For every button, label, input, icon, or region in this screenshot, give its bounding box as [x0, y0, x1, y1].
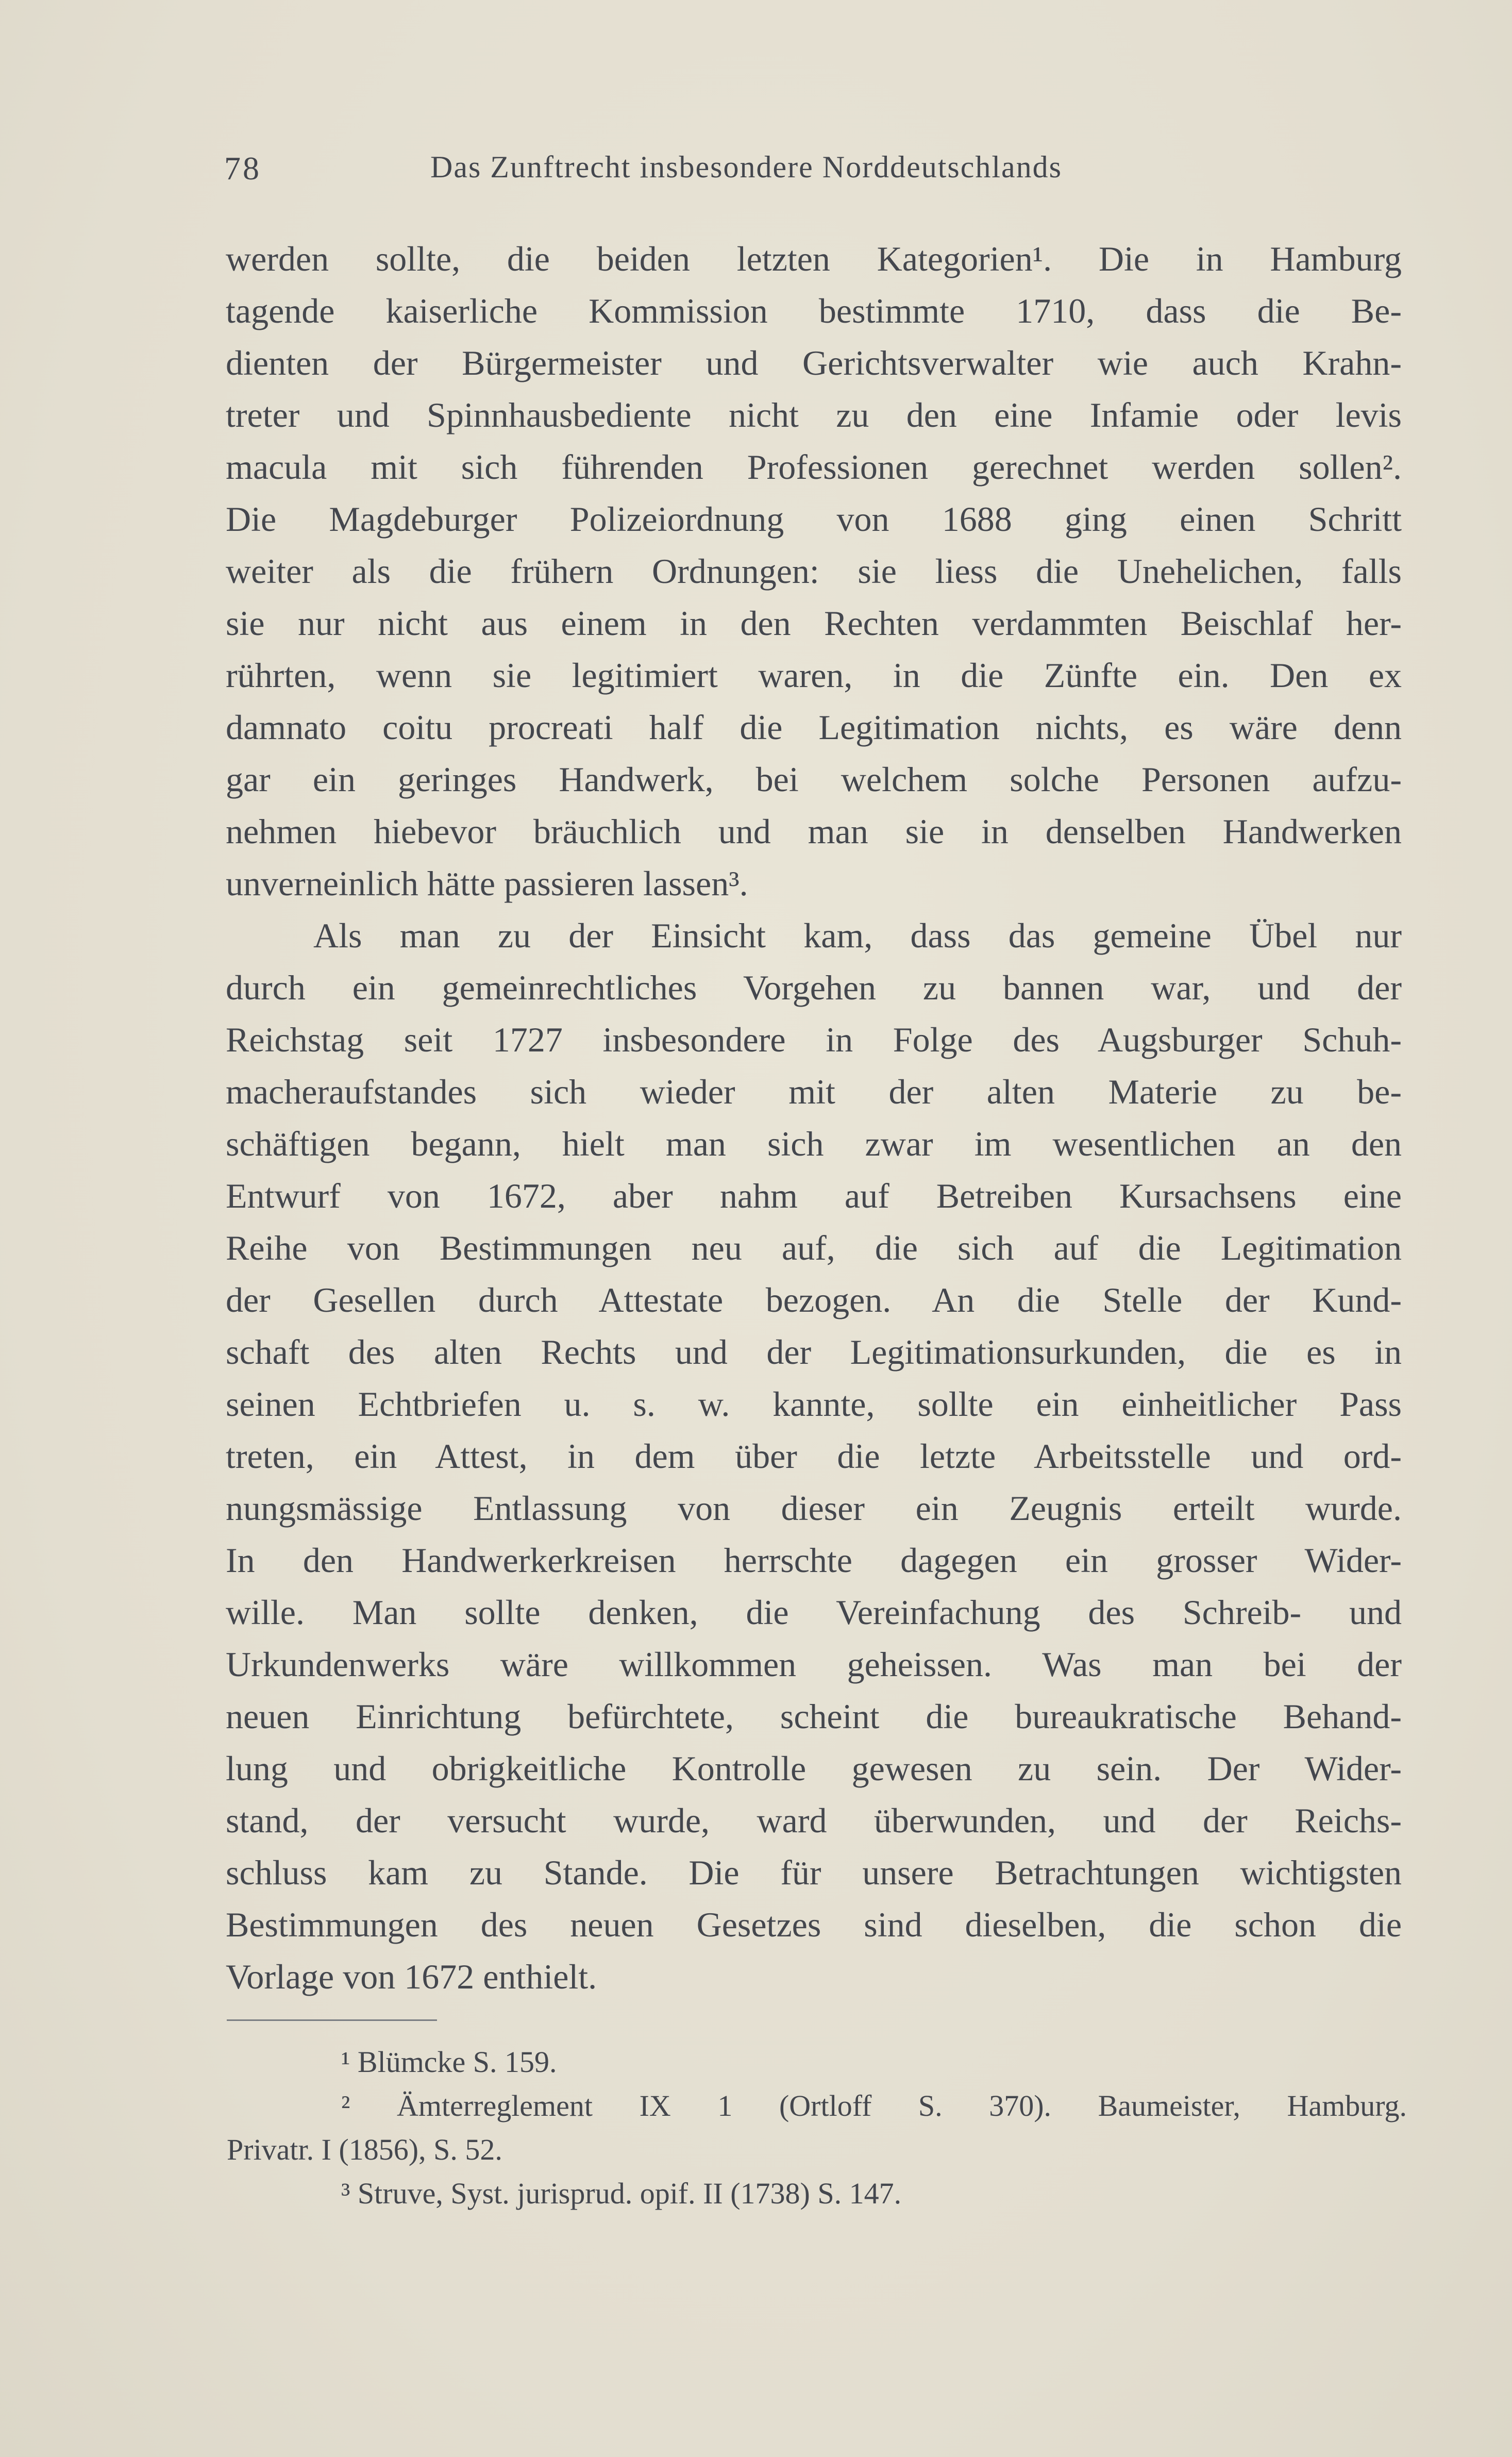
text-line: treter und Spinnhausbediente nicht zu den eine Infamie oder levis	[226, 395, 1402, 434]
text-line: Reichstag seit 1727 insbesondere in Folge des Augsburger Schuh-	[226, 1020, 1402, 1059]
running-title: Das Zunftrecht insbesondere Norddeutschlands	[430, 150, 1063, 184]
text-line: weiter als die frühern Ordnungen: sie liess die Unehelichen, falls	[226, 551, 1402, 591]
text-line: Bestimmungen des neuen Gesetzes sind dieselben, die schon die	[226, 1905, 1402, 1944]
body-text	[226, 233, 1402, 2003]
text-line: schluss kam zu Stande. Die für unsere Betrachtungen wichtigsten	[226, 1853, 1402, 1892]
text-line: seinen Echtbriefen u. s. w. kannte, sollte ein einheitlicher Pass	[226, 1384, 1402, 1424]
text-line: treten, ein Attest, in dem über die letzte Arbeitsstelle und ord-	[226, 1436, 1402, 1476]
footnote-continuation: Privatr. I (1856), S. 52.	[227, 2133, 502, 2166]
text-line: Vorlage von 1672 enthielt.	[226, 1957, 597, 1996]
text-line: Reihe von Bestimmungen neu auf, die sich auf die Legitimation	[226, 1228, 1402, 1267]
text-line: lung und obrigkeitliche Kontrolle gewesen zu sein. Der Wider-	[226, 1749, 1402, 1788]
text-line: durch ein gemeinrechtliches Vorgehen zu bannen war, und der	[226, 968, 1402, 1007]
text-line: wille. Man sollte denken, die Vereinfachung des Schreib- und	[226, 1593, 1402, 1632]
text-line: stand, der versucht wurde, ward überwunden, und der Reichs-	[226, 1801, 1402, 1840]
footnote: ¹ Blümcke S. 159.	[341, 2045, 557, 2079]
text-line: nehmen hiebevor bräuchlich und man sie in denselben Handwerken	[226, 812, 1402, 851]
text-line: unverneinlich hätte passieren lassen³.	[226, 864, 748, 903]
text-line: macheraufstandes sich wieder mit der alten Materie zu be-	[226, 1072, 1402, 1111]
text-line: damnato coitu procreati half die Legitimation nichts, es wäre denn	[226, 708, 1402, 747]
text-line: werden sollte, die beiden letzten Kategorien¹. Die in Hamburg	[226, 239, 1402, 278]
text-line: tagende kaiserliche Kommission bestimmte 1710, dass die Be-	[226, 291, 1402, 330]
text-line: neuen Einrichtung befürchtete, scheint die bureaukratische Behand-	[226, 1697, 1402, 1736]
text-line: Die Magdeburger Polizeiordnung von 1688 ging einen Schritt	[226, 499, 1402, 539]
text-line: sie nur nicht aus einem in den Rechten verdammten Beischlaf her-	[226, 604, 1402, 643]
paragraph-start-line: Als man zu der Einsicht kam, dass das gemeine Übel nur	[313, 916, 1402, 955]
footnote-divider	[227, 2019, 437, 2021]
footnote: ³ Struve, Syst. jurisprud. opif. II (1738) S. 147.	[341, 2177, 902, 2210]
text-line: dienten der Bürgermeister und Gerichtsverwalter wie auch Krahn-	[226, 343, 1402, 382]
text-line: Entwurf von 1672, aber nahm auf Betreiben Kursachsens eine	[226, 1176, 1402, 1215]
text-line: rührten, wenn sie legitimiert waren, in die Zünfte ein. Den ex	[226, 656, 1402, 695]
text-line: nungsmässige Entlassung von dieser ein Zeugnis erteilt wurde.	[226, 1489, 1402, 1528]
text-line: der Gesellen durch Attestate bezogen. An die Stelle der Kund-	[226, 1280, 1402, 1319]
text-line: schaft des alten Rechts und der Legitimationsurkunden, die es in	[226, 1332, 1402, 1372]
page-header	[224, 149, 1198, 196]
text-line: In den Handwerkerkreisen herrschte dagegen ein grosser Wider-	[226, 1541, 1402, 1580]
text-line: Urkundenwerks wäre willkommen geheissen. Was man bei der	[226, 1645, 1402, 1684]
text-line: schäftigen begann, hielt man sich zwar im wesentlichen an den	[226, 1124, 1402, 1163]
footnote: ² Ämterreglement IX 1 (Ortloff S. 370). Baumeister, Hamburg.	[341, 2089, 1407, 2122]
text-line: gar ein geringes Handwerk, bei welchem solche Personen aufzu-	[226, 760, 1402, 799]
footnotes	[227, 2040, 1407, 2215]
text-line: macula mit sich führenden Professionen gerechnet werden sollen².	[226, 447, 1402, 487]
page-number: 78	[224, 150, 261, 187]
